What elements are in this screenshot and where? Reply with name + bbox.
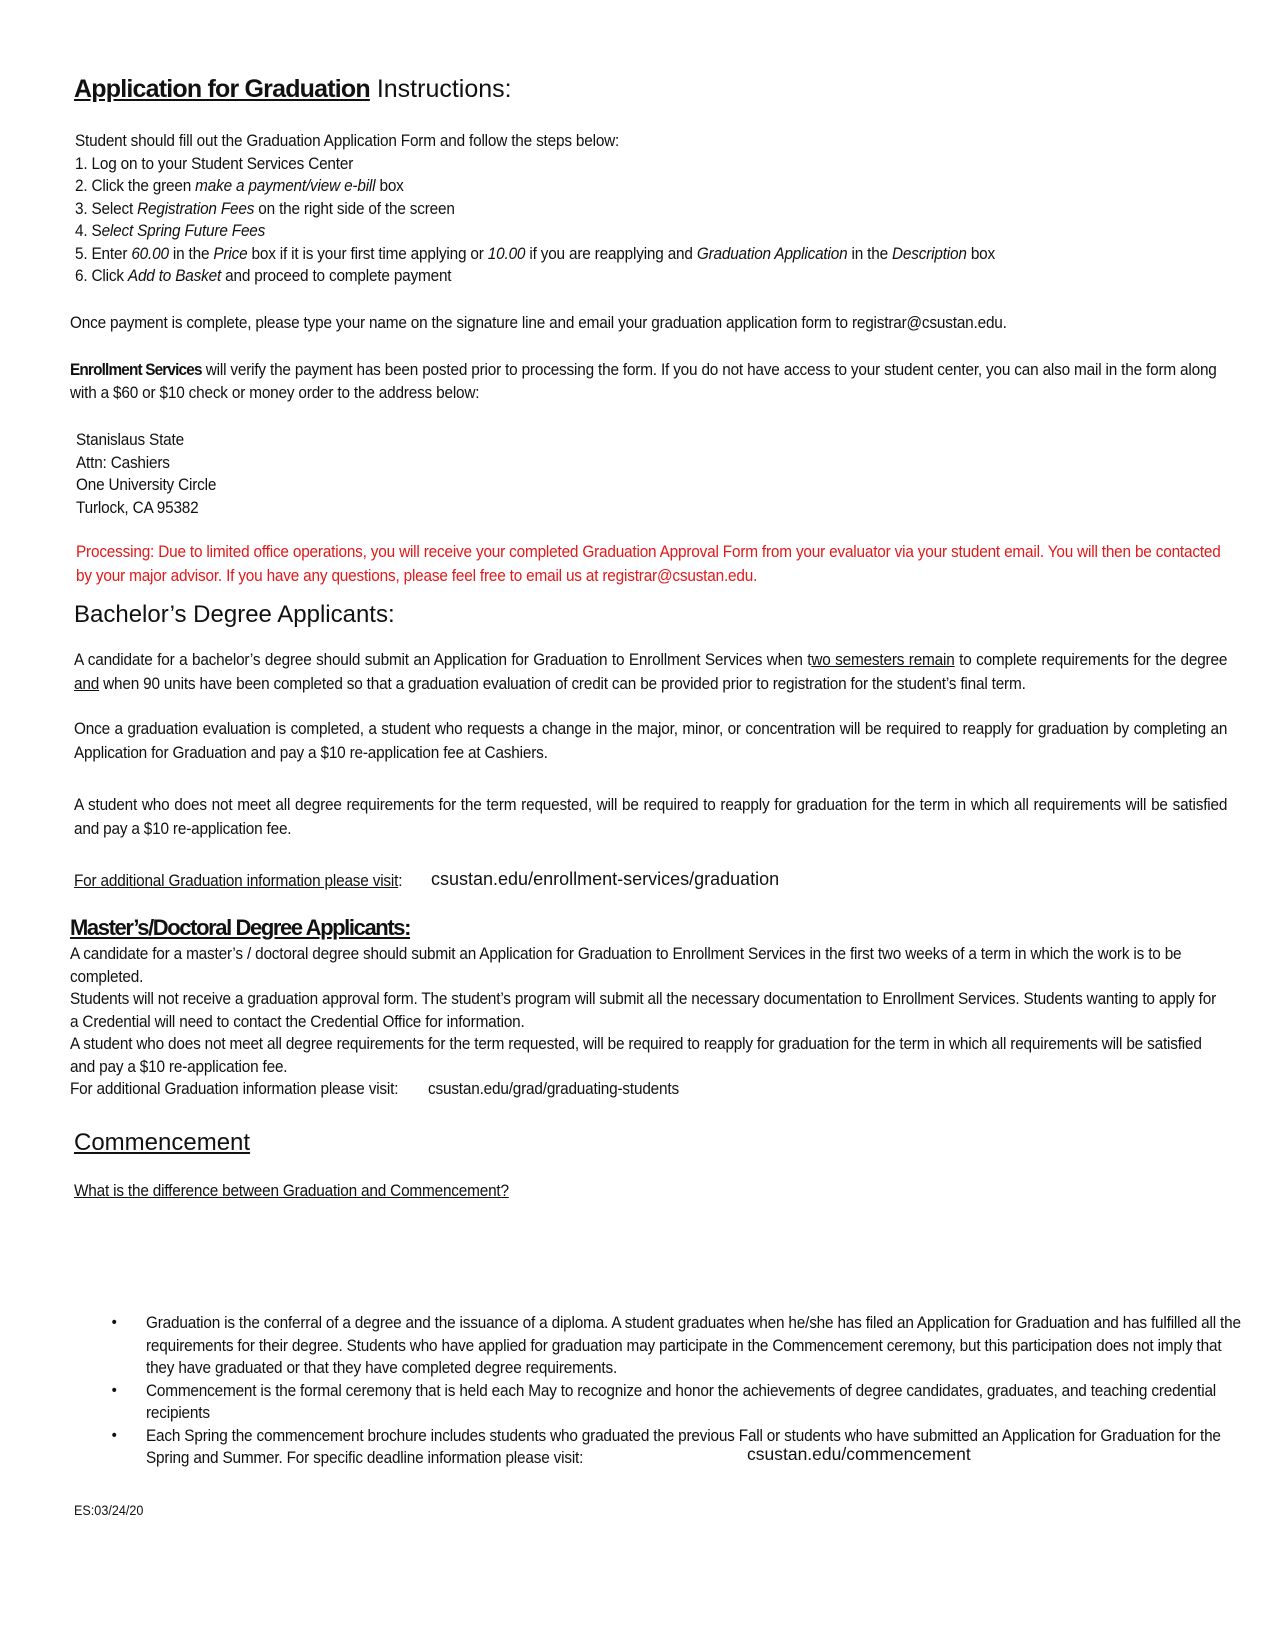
step-2-tail: box: [375, 177, 404, 195]
bullet-list: [111, 1312, 1253, 1470]
masters-heading: Master’s/Doctoral Degree Applicants:: [70, 915, 411, 940]
step-1-text: 1. Log on to your Student Services Center: [75, 154, 354, 173]
payment-note: Once payment is complete, please type your name on the signature line and email your graduation application form to registrar@csustan.edu.: [70, 314, 1007, 332]
bullet-text: Commencement is the formal ceremony that is held each May to recognize and honor the achievements of degree candidates, graduates, and teaching credential recipients: [146, 1381, 1217, 1422]
step-5-reapply-amount: 10.00: [487, 244, 526, 263]
commencement-heading: Commencement: [74, 1129, 251, 1156]
step-3-tail: on the right side of the screen: [254, 199, 455, 218]
bachelors-p1-text: A candidate for a bachelor’s degree should submit an Application for Graduation to Enrollment Services when t: [74, 651, 812, 669]
instructions-intro: Student should fill out the Graduation Application Form and follow the steps below:: [75, 132, 620, 150]
step-3: [75, 198, 1172, 221]
enrollment-services-label: Enrollment Services: [70, 361, 202, 379]
page-title: [74, 74, 512, 104]
commencement-question: What is the difference between Graduation and Commencement?: [74, 1182, 509, 1200]
document-code: ES:03/24/20: [74, 1502, 144, 1518]
masters-info-label: For additional Graduation information please visit:: [70, 1080, 399, 1098]
step-4-emphasis: elect Spring Future Fees: [101, 222, 266, 240]
steps-list: [75, 153, 1172, 288]
masters-paragraph-1: A candidate for a master’s / doctoral degree should submit an Application for Graduation to Enrollment Services in the first two weeks of a term in which the work is to be completed.: [70, 945, 1182, 986]
page-title-bold: Application for Graduation: [74, 75, 370, 103]
step-3-text: 3. Select: [75, 199, 138, 218]
bachelors-info-colon: :: [398, 872, 403, 890]
address-line: Attn: Cashiers: [76, 453, 170, 472]
bachelors-p1-underline-1: wo semesters remain: [811, 651, 955, 669]
bachelors-info-line: [74, 870, 402, 893]
masters-block: [70, 943, 1228, 1101]
bullet-icon: •: [111, 1381, 117, 1399]
address-line: Turlock, CA 95382: [76, 498, 199, 517]
step-6-emphasis: Add to Basket: [127, 267, 222, 285]
step-5-description-field: Description: [892, 244, 967, 263]
step-5-text-b: in the: [168, 244, 214, 263]
commencement-bullets: [111, 1312, 1253, 1470]
bachelors-p1-underline-2: and: [74, 675, 100, 693]
masters-paragraph-3: A student who does not meet all degree requirements for the term requested, will be required to reapply for graduation for the term in which all requirements will be satisfied and pay a $10 re-application fee.: [70, 1035, 1202, 1076]
instructions-steps-block: [75, 130, 1172, 288]
step-2-text: 2. Click the green: [75, 177, 196, 195]
step-4-text: 4. S: [75, 222, 102, 240]
bullet-text: Each Spring the commencement brochure includes students who graduated the previous Fall or students who have submitted an Application for Graduation for the Spring and Summer. For specific deadline information please visit:: [146, 1426, 1221, 1467]
masters-info-link[interactable]: csustan.edu/grad/graduating-students: [428, 1080, 679, 1098]
step-6-text: 6. Click: [75, 267, 128, 285]
step-3-emphasis: Registration Fees: [137, 199, 255, 218]
bachelors-paragraph-1: [74, 648, 1227, 696]
enrollment-services-paragraph: [70, 359, 1237, 404]
bullet-icon: •: [111, 1314, 117, 1331]
bachelors-paragraph-2: Once a graduation evaluation is completed, a student who requests a change in the major, minor, or concentration will be required to reapply for graduation by completing an Application for Graduation and pay a $10 re-application fee at Cashiers.: [74, 720, 1228, 762]
step-5-text-e: in the: [847, 244, 893, 263]
enrollment-services-text: will verify the payment has been posted prior to processing the form. If you do not have access to your student center, you can also mail in the form along with a $60 or $10 check or money order to the address below:: [70, 361, 1217, 402]
bachelors-info-link[interactable]: csustan.edu/enrollment-services/graduation: [431, 869, 780, 889]
masters-paragraph-2: Students will not receive a graduation approval form. The student’s program will submit all the necessary documentation to Enrollment Services. Students wanting to apply for a Credential will need to contact the Credential Office for information.: [70, 990, 1217, 1031]
bachelors-info-label: For additional Graduation information please visit: [74, 872, 399, 890]
bachelors-paragraph-3: A student who does not meet all degree requirements for the term requested, will be required to reapply for graduation for the term in which all requirements will be satisfied and pay a $10 re-application fee.: [74, 796, 1228, 838]
address-line: Stanislaus State: [76, 431, 184, 449]
step-5-tail: box: [966, 244, 996, 263]
step-2-emphasis: make a payment/view e-bill: [195, 177, 376, 195]
step-6-tail: and proceed to complete payment: [221, 267, 452, 285]
step-4: [75, 220, 1172, 243]
list-item: [111, 1380, 1253, 1425]
list-item: [111, 1312, 1253, 1380]
step-5-first-amount: 60.00: [131, 244, 169, 263]
step-5-text-c: box if it is your first time applying or: [247, 244, 488, 263]
bachelors-p1-text-c: when 90 units have been completed so that a graduation evaluation of credit can be provided prior to registration for the student’s final term.: [99, 675, 1026, 693]
page-title-plain: Instructions:: [369, 75, 512, 103]
bachelors-p1-text-b: to complete requirements for the degree: [954, 651, 1228, 669]
step-6: [75, 265, 1172, 288]
bullet-icon: •: [111, 1426, 117, 1444]
step-1: [75, 153, 1172, 176]
step-5-price-field: Price: [213, 244, 248, 263]
commencement-link[interactable]: csustan.edu/commencement: [747, 1444, 971, 1464]
bachelors-heading: Bachelor’s Degree Applicants:: [74, 601, 395, 628]
step-5-text: 5. Enter: [75, 244, 132, 263]
step-5-description-value: Graduation Application: [696, 244, 848, 263]
processing-notice: Processing: Due to limited office operations, you will receive your completed Graduation Approval Form from your evaluator via your student email. You will then be contacted by your major advisor. If you have any questions, please feel free to email us at registrar@csustan.edu.: [76, 543, 1221, 585]
bullet-text: Graduation is the conferral of a degree and the issuance of a diploma. A student graduates when he/she has filed an Application for Graduation and has fulfilled all the requirements for their degree. Students who have applied for graduation may participate in the Commencement ceremony, but this participation does not imply that they have graduated or that they have completed degree requirements.: [146, 1314, 1241, 1377]
address-line: One University Circle: [76, 476, 217, 494]
mailing-address: [76, 429, 216, 519]
step-5: [75, 243, 1172, 266]
step-2: [75, 175, 1172, 198]
step-5-text-d: if you are reapplying and: [525, 244, 697, 263]
list-item: [111, 1425, 1253, 1470]
